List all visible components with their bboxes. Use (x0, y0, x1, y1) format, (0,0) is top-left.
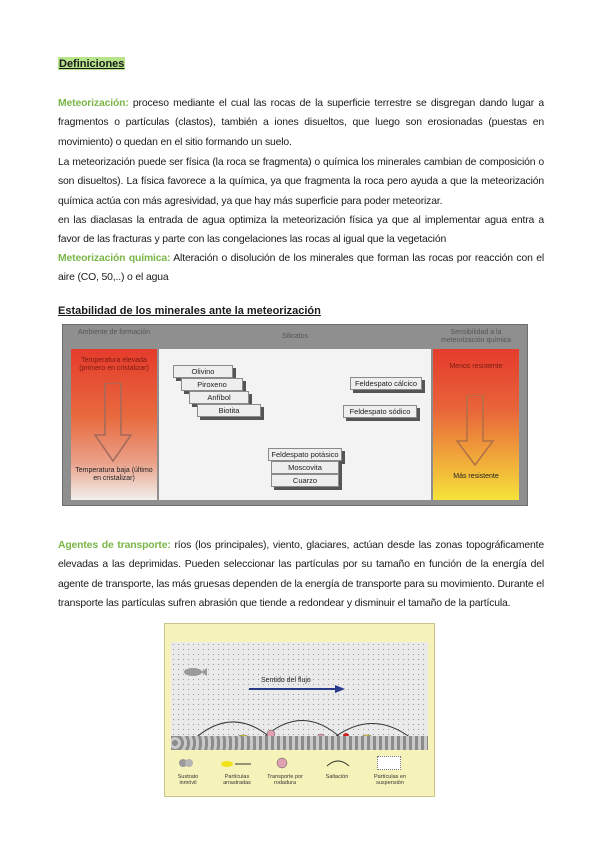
mineral-feldespato-calcico: Feldespato cálcico (350, 377, 422, 390)
legend-suspension-icon (377, 756, 401, 770)
legend-saltacion: Saltación (325, 774, 349, 780)
definition-meteorizacion-quimica: Alteración o disolución de los minerales que forman las rocas por reacción con el aire (CO, 50,..) o el agua (58, 253, 544, 284)
paragraph-meteorizacion (58, 94, 544, 152)
mineral-olivino: Olivino (173, 365, 233, 378)
flow-label: Sentido del flujo (261, 677, 311, 684)
down-arrow-left-icon (93, 383, 133, 463)
mineral-feldespato-sodico: Feldespato sódico (343, 405, 417, 418)
figure-header-right: Sensibilidad a la meteorización química (440, 329, 512, 344)
label-more-resistant: Más resistente (453, 473, 499, 480)
term-agentes-transporte: Agentes de transporte: (58, 540, 171, 551)
label-less-resistant: Menos resistente (449, 363, 503, 370)
mineral-biotita: Biotita (197, 404, 261, 417)
subheading-estabilidad: Estabilidad de los minerales ante la meteorización (58, 305, 321, 317)
label-low-temp: Temperatura baja (último en cristalizar) (75, 467, 153, 482)
section-heading: Definiciones (59, 58, 125, 70)
figure-header-mid: Silicatos (281, 333, 309, 340)
legend-rodadura-icon (275, 756, 289, 770)
paragraph-meteorizacion-quimica (58, 249, 544, 288)
paragraph-fisica-quimica: La meteorización puede ser física (la roca se fragmenta) o química los minerales cambian de composición o son disueltos). La física favorece a la química, ya que fragmenta la roca pero ayuda a que la meteorización química actúa con más agresividad, ya que hay más superficie para poder meteorizar. (58, 157, 544, 207)
paragraph-agentes-transporte (58, 536, 544, 614)
paragraph-diaclasas: en las diaclasas la entrada de agua optimiza la meteorización física ya que al implementar agua entra a favor de las fracturas y parte con las congelaciones las rocas al igual que la vegetación (58, 215, 544, 246)
figure-header-left: Ambiente de formación (78, 329, 150, 336)
legend-suspension: Partículas en suspensión (373, 774, 407, 786)
legend-rodadura: Transporte por rodadura (267, 774, 303, 786)
definition-agentes-transporte: ríos (los principales), viento, glaciares, actúan desde las zonas topográficamente elevadas a las deprimidas. Pueden seleccionar las partículas por su tamaño en función de la energía del agente de transporte, las más gruesas dependen de la energía de transporte para su movimiento. Durante el transporte las partículas sufren abrasión que tiende a redondear y disminuir el tamaño de la partícula. (58, 540, 544, 610)
legend-arrastradas: Partículas arrastradas (223, 774, 251, 786)
mineral-stability-figure (62, 324, 528, 506)
mineral-anfibol: Anfíbol (189, 391, 249, 404)
legend-arrastradas-icon (221, 760, 253, 768)
label-high-temp: Temperatura elevada (primero en cristalizar) (79, 357, 149, 372)
legend-sustrato-icon (179, 758, 193, 768)
definition-meteorizacion: proceso mediante el cual las rocas de la superficie terrestre se disgregan dando lugar a fragmentos o partículas (clastos), también a iones disueltos, que luego son erosionadas (puestas en movimiento) o quedan en el sitio formando un suelo. (58, 98, 544, 148)
mineral-feldespato-potasico: Feldespato potásico (268, 448, 342, 461)
mineral-moscovita: Moscovita (271, 461, 339, 474)
mineral-cuarzo: Cuarzo (271, 474, 339, 487)
term-meteorizacion: Meteorización: (58, 98, 129, 109)
legend-saltacion-icon (325, 756, 351, 768)
figure-title: TRANSPORTE DE PARTÍCULAS (232, 630, 367, 639)
legend-sustrato: Sustrato inmóvil (177, 774, 199, 786)
term-meteorizacion-quimica: Meteorización química: (58, 253, 171, 264)
fish-icon (183, 666, 207, 678)
particle-transport-figure (164, 623, 435, 797)
riverbed (171, 736, 428, 750)
mineral-piroxeno: Piroxeno (181, 378, 243, 391)
down-arrow-right-icon (455, 395, 495, 467)
flow-arrow-icon (249, 684, 345, 694)
